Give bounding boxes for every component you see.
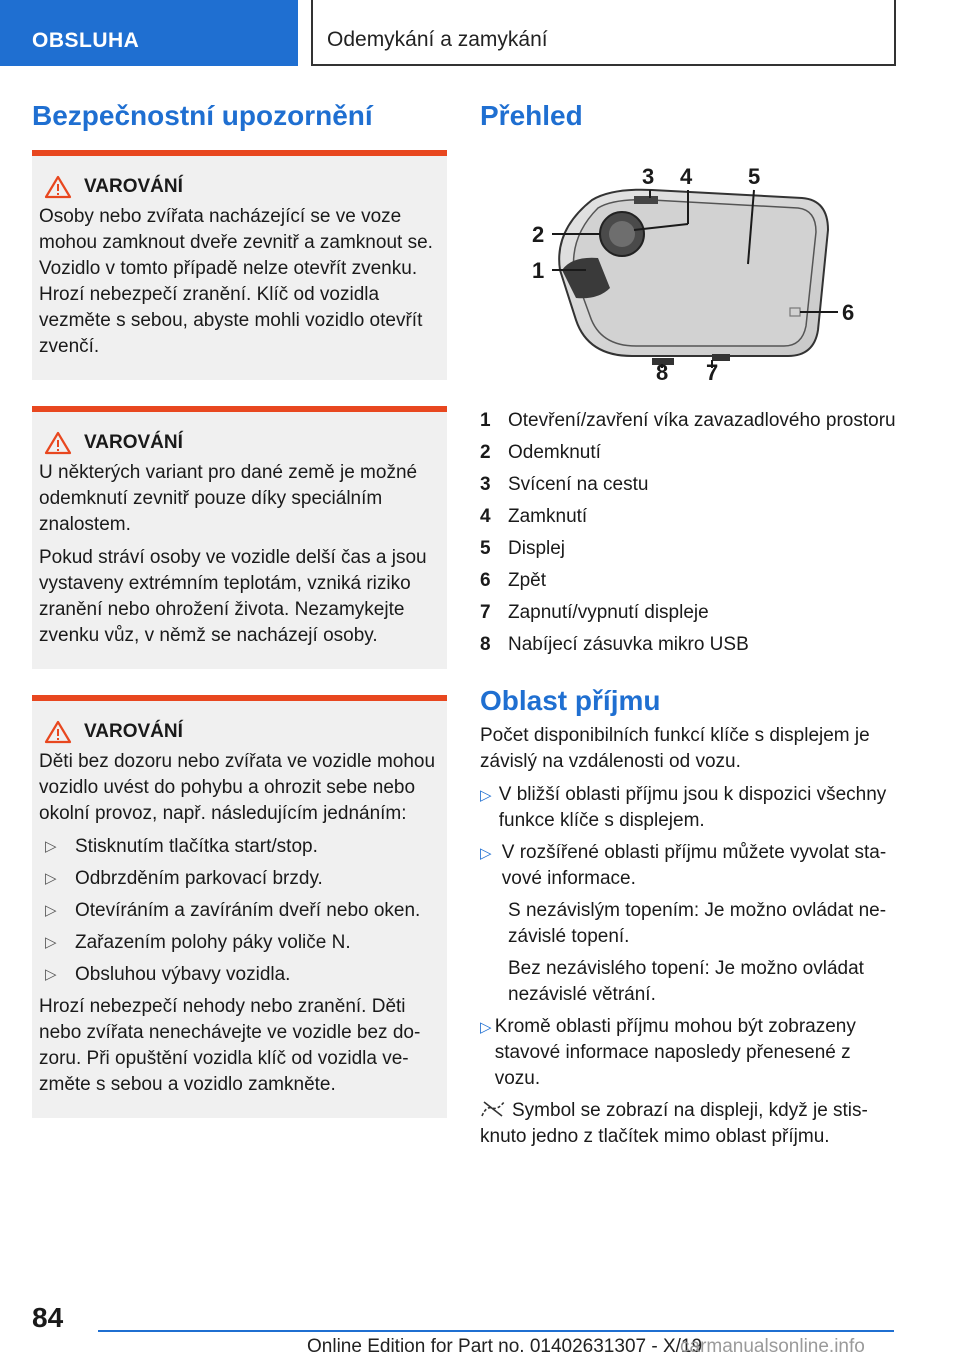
footer-divider xyxy=(98,1330,894,1332)
warning-box-1 xyxy=(32,150,447,380)
figure-label: 4 xyxy=(680,164,693,189)
list-item: 3 Svícení na cestu xyxy=(480,474,649,495)
figure-label: 1 xyxy=(532,258,545,283)
list-item: 5 Displej xyxy=(480,538,566,559)
sub-text: S nezávislým topením: Je možno ovládat nezávislé topení. xyxy=(508,900,887,947)
list-item: ▷ Obsluhou výbavy vozidla. xyxy=(45,962,439,988)
sub-text: Bez nezávislého topení: Je možno ovládat nezávislé větrání. xyxy=(508,958,864,1005)
warning-box-2 xyxy=(32,406,447,669)
bullet-triangle-icon: ▷ xyxy=(480,1019,492,1036)
figure-legend xyxy=(480,405,900,661)
body-text: Počet disponibilních funkcí klíče s displejem je závislý na vzdálenosti od vozu. xyxy=(480,725,870,772)
overview-heading: Přehled xyxy=(480,100,583,131)
figure-label: 3 xyxy=(642,164,655,189)
warning-text: Hrozí nebezpečí nehody nebo zranění. Děti nebo zvířata nenechávejte ve vozidle bez dozoru. Při opuštění vozidla klíč od vozidla vezměte s sebou a vozidlo zamkněte. xyxy=(39,996,421,1095)
warning-triangle-icon xyxy=(44,720,72,744)
list-item: ▷ Zařazením polohy páky voliče N. xyxy=(45,930,439,956)
figure-label: 6 xyxy=(842,300,855,325)
list-item: 8 Nabíjecí zásuvka mikro USB xyxy=(480,634,749,655)
list-item: ▷ Otevíráním a zavíráním dveří nebo oken. xyxy=(45,898,439,924)
figure-label: 7 xyxy=(706,360,719,380)
bullet-triangle-icon: ▷ xyxy=(480,845,492,862)
list-item: ▷ Stisknutím tlačítka start/stop. xyxy=(45,834,439,860)
header-title-box xyxy=(311,0,896,66)
warning-triangle-icon xyxy=(44,431,72,455)
bullet-triangle-icon: ▷ xyxy=(480,787,492,804)
reception-text xyxy=(480,723,900,1150)
warning-box-3 xyxy=(32,695,447,1118)
warning-title: VAROVÁNÍ xyxy=(84,432,183,453)
figure-label: 8 xyxy=(656,360,669,380)
bullet-triangle-icon: ▷ xyxy=(45,838,57,855)
display-key-illustration xyxy=(502,160,862,380)
bullet-triangle-icon: ▷ xyxy=(45,870,57,887)
figure-label: 2 xyxy=(532,222,545,247)
bullet-triangle-icon: ▷ xyxy=(45,934,57,951)
list-item: 1 Otevření/zavření víka zavazadlového prostoru xyxy=(480,410,896,431)
section-tab: OBSLUHA xyxy=(0,0,298,66)
chapter-title: Odemykání a zamykání xyxy=(327,28,548,51)
warning-text: Pokud stráví osoby ve vozidle delší čas a jsou vystaveny extrémním teplotám, vzniká riziko zranění nebo ohrožení života. Nezamykejte zvenku vůz, v němž se nacházejí osoby. xyxy=(39,547,427,646)
warning-title: VAROVÁNÍ xyxy=(84,721,183,742)
list-item: 4 Zamknutí xyxy=(480,506,588,527)
watermark: carmanualsonline.info xyxy=(680,1336,865,1357)
list-item: ▷ Kromě oblasti příjmu mohou být zobrazeny stavové informace naposledy přenesené z vozu. xyxy=(480,1014,900,1092)
figure-label: 5 xyxy=(748,164,761,189)
page-header xyxy=(0,0,960,66)
list-item: ▷ V rozšířené oblasti příjmu můžete vyvolat stavové informace. xyxy=(480,840,900,892)
warning-text: Osoby nebo zvířata nacházející se ve voze mohou zamknout dveře zevnitř a zamknout se. Vozidlo v tomto případě nelze otevřít zvenku. Hrozí nebezpečí zranění. Klíč od vozidla vezměte s sebou, abyste mohli vozidlo otevřít zvenčí. xyxy=(39,206,433,357)
list-item: 6 Zpět xyxy=(480,570,547,591)
right-column xyxy=(480,100,900,1157)
bullet-triangle-icon: ▷ xyxy=(45,966,57,983)
warning-text: U některých variant pro dané země je možné odemknutí zevnitř pouze díky speciálním znalostem. xyxy=(39,462,418,535)
out-of-range-icon xyxy=(480,1100,506,1118)
page-number: 84 xyxy=(32,1302,64,1333)
safety-heading: Bezpečnostní upozornění xyxy=(32,100,373,131)
symbol-note: Symbol se zobrazí na displeji, když je stisknuto jedno z tlačítek mimo oblast příjmu. xyxy=(480,1100,868,1147)
warning-triangle-icon xyxy=(44,175,72,199)
warning-text: Děti bez dozoru nebo zvířata ve vozidle mohou vozidlo uvést do pohybu a ohrozit sebe nebo okolní provoz, např. následujícím jednáním: xyxy=(39,751,436,824)
list-item: 2 Odemknutí xyxy=(480,442,601,463)
list-item: ▷ V bližší oblasti příjmu jsou k dispozici všechny funkce klíče s displejem. xyxy=(480,782,900,834)
left-column xyxy=(32,100,447,1144)
edition-text: Online Edition for Part no. 01402631307 - X/19 xyxy=(307,1336,703,1357)
list-item: ▷ Odbrzděním parkovací brzdy. xyxy=(45,866,439,892)
warning-title: VAROVÁNÍ xyxy=(84,176,183,197)
list-item: 7 Zapnutí/vypnutí displeje xyxy=(480,602,709,623)
reception-heading: Oblast příjmu xyxy=(480,685,661,716)
bullet-triangle-icon: ▷ xyxy=(45,902,57,919)
